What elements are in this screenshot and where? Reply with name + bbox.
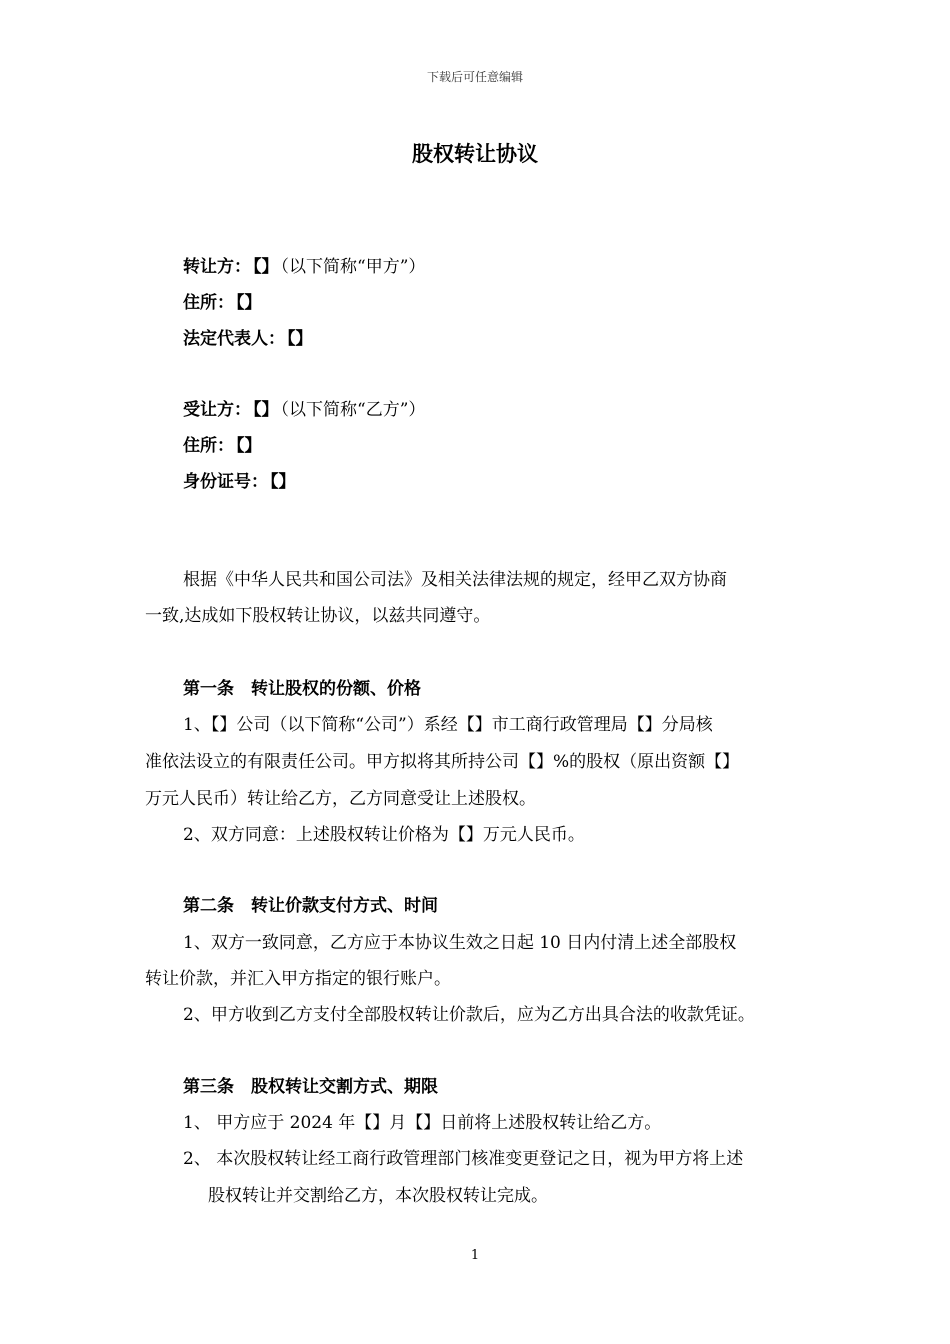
transferee-bracket: 【】 (253, 400, 279, 420)
transferor-address-label: 住所： (183, 293, 234, 313)
transferor-rep-bracket: 【】 (287, 329, 313, 349)
transferee-label: 受让方： (183, 400, 251, 420)
transferee-id-bracket: 【】 (270, 472, 296, 492)
page-number: 1 (470, 1248, 480, 1263)
page-header: 下载后可任意编辑 (426, 70, 523, 84)
article-3-line: 2、 本次股权转让经工商行政管理部门核准变更登记之日，视为甲方将上述 (183, 1149, 744, 1169)
article-1-heading: 第一条 转让股权的份额、价格 (183, 679, 421, 699)
article-2-line: 2、甲方收到乙方支付全部股权转让价款后，应为乙方出具合法的收款凭证。 (183, 1005, 755, 1025)
article-2-heading: 第二条 转让价款支付方式、时间 (183, 896, 438, 916)
article-1-line: 2、双方同意：上述股权转让价格为【】万元人民币。 (183, 825, 585, 845)
article-1-line: 万元人民币）转让给乙方，乙方同意受让上述股权。 (145, 789, 536, 809)
article-3-heading: 第三条 股权转让交割方式、期限 (183, 1077, 438, 1097)
transferee-address-label: 住所： (183, 436, 234, 456)
transferor-label: 转让方： (183, 257, 251, 277)
article-3-line: 股权转让并交割给乙方，本次股权转让完成。 (208, 1186, 548, 1206)
transferor-address-line (183, 288, 264, 313)
transferee-address-line (183, 431, 264, 456)
transferor-rep-label: 法定代表人： (183, 329, 285, 349)
transferee-line (183, 395, 425, 420)
article-2-line: 1、双方一致同意，乙方应于本协议生效之日起 10 日内付清上述全部股权 (183, 933, 737, 953)
article-1-line: 准依法设立的有限责任公司。甲方拟将其所持公司【】%的股权（原出资额【】 (145, 752, 740, 772)
article-3-line: 1、 甲方应于 2024 年【】月【】日前将上述股权转让给乙方。 (183, 1113, 662, 1133)
transferee-address-bracket: 【】 (236, 436, 262, 456)
transferor-line (183, 252, 425, 277)
document-title: 股权转让协议 (412, 141, 538, 166)
preamble-line: 根据《中华人民共和国公司法》及相关法律法规的规定，经甲乙双方协商 (183, 570, 727, 590)
transferee-note: （以下简称“乙方”） (280, 400, 426, 420)
article-2-line: 转让价款，并汇入甲方指定的银行账户。 (145, 969, 451, 989)
transferee-id-label: 身份证号： (183, 472, 268, 492)
transferee-id-line (183, 467, 298, 492)
transferor-note: （以下简称“甲方”） (280, 257, 426, 277)
preamble-line: 一致,达成如下股权转让协议，以兹共同遵守。 (145, 606, 491, 626)
transferor-bracket: 【】 (253, 257, 279, 277)
article-1-line: 1、【】公司（以下简称“公司”）系经【】市工商行政管理局【】分局核 (183, 715, 713, 735)
transferor-rep-line (183, 324, 315, 349)
transferor-address-bracket: 【】 (236, 293, 262, 313)
